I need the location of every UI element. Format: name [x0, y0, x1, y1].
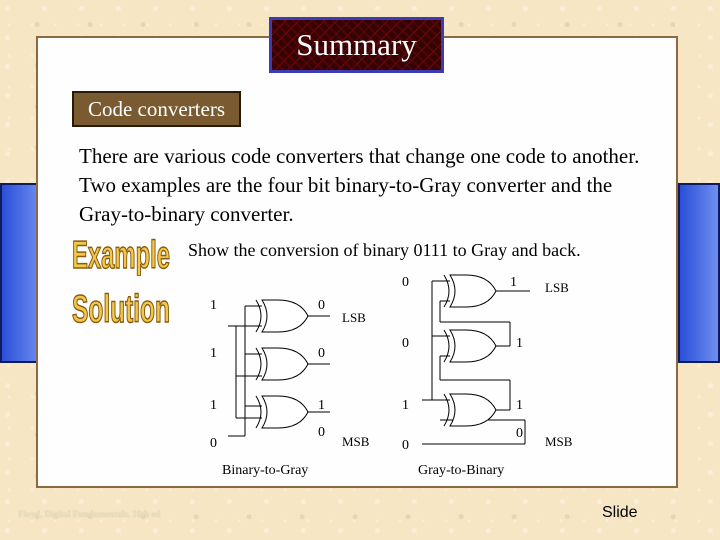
- g2b-lsb-label: LSB: [545, 280, 569, 295]
- footer-citation: Floyd, Digital Fundamentals, 10th ed: [18, 509, 161, 519]
- g2b-output-2: 1: [516, 398, 523, 413]
- g2b-caption: Gray-to-Binary: [418, 463, 505, 478]
- intro-text: There are various code converters that change one code to another. Two examples are the four bit binary-to-Gray converter and the Gray-to-binary converter.: [79, 144, 640, 226]
- b2g-input-3: 0: [210, 436, 217, 451]
- b2g-output-3: 0: [318, 425, 325, 440]
- g2b-msb-label: MSB: [545, 434, 573, 449]
- xor-gate-icon: [256, 348, 308, 380]
- g2b-input-3: 0: [402, 438, 409, 453]
- g2b-input-1: 0: [402, 336, 409, 351]
- xor-gate-icon: [444, 275, 496, 307]
- section-label: Code converters: [72, 91, 241, 127]
- solution-tag-text: Solution: [72, 288, 170, 330]
- b2g-input-1: 1: [210, 346, 217, 361]
- b2g-lsb-label: LSB: [342, 310, 366, 325]
- g2b-input-2: 1: [402, 398, 409, 413]
- problem-statement: Show the conversion of binary 0111 to Gray and back.: [188, 240, 581, 260]
- g2b-output-0: 1: [510, 275, 517, 290]
- b2g-output-1: 0: [318, 346, 325, 361]
- binary-to-gray-gates: [256, 300, 308, 428]
- xor-gate-icon: [444, 330, 496, 362]
- example-tag-text: Example: [72, 234, 170, 276]
- b2g-output-2: 1: [318, 398, 325, 413]
- g2b-output-1: 1: [516, 336, 523, 351]
- slide-label: Slide: [602, 504, 638, 521]
- b2g-msb-label: MSB: [342, 434, 370, 449]
- xor-gate-icon: [256, 396, 308, 428]
- g2b-input-0: 0: [402, 275, 409, 290]
- xor-gate-icon: [444, 394, 496, 426]
- gray-to-binary-gates: [444, 275, 496, 426]
- b2g-input-0: 1: [210, 298, 217, 313]
- slide-title: Summary: [269, 17, 444, 73]
- xor-gate-icon: [256, 300, 308, 332]
- g2b-output-3: 0: [516, 426, 523, 441]
- b2g-input-2: 1: [210, 398, 217, 413]
- b2g-caption: Binary-to-Gray: [222, 463, 309, 478]
- b2g-output-0: 0: [318, 298, 325, 313]
